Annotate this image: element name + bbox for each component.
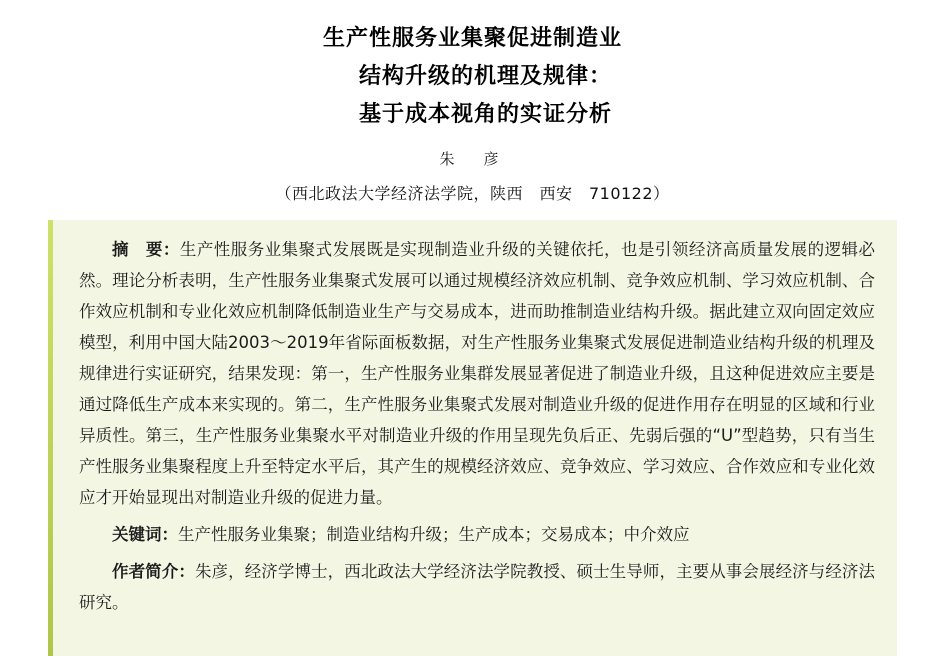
author-bio-text: 朱彦，经济学博士，西北政法大学经济法学院教授、硕士生导师，主要从事会展经济与经济法研究。 [79, 562, 876, 612]
keywords-label: 关键词： [112, 525, 178, 544]
title-block [0, 0, 945, 204]
abstract-panel [48, 220, 897, 656]
abstract-paragraph [79, 234, 875, 513]
abstract-label: 摘 要： [112, 240, 180, 259]
keywords-text: 生产性服务业集聚；制造业结构升级；生产成本；交易成本；中介效应 [178, 525, 690, 544]
page-title-line-1: 生产性服务业集聚促进制造业 [322, 26, 622, 51]
author-affiliation: （西北政法大学经济法学院，陕西 西安 710122） [275, 184, 670, 203]
page-title-line-2: 结构升级的机理及规律： [358, 64, 612, 89]
author-bio-label: 作者简介： [112, 562, 195, 581]
author-bio-paragraph [79, 556, 875, 618]
abstract-text: 生产性服务业集聚式发展既是实现制造业升级的关键依托，也是引领经济高质量发展的逻辑必然。理论分析表明，生产性服务业集聚式发展可以通过规模经济效应机制、竞争效应机制、学习效应机制、合作效应机制和专业化效应机制降低制造业生产与交易成本，进而助推制造业结构升级。据此建立双向固定效应模型，利用中国大陆2003～2019年省际面板数据，对生产性服务业集聚式发展促进制造业结构升级的机理及规律进行实证研究，结果发现：第一，生产性服务业集群发展显著促进了制造业升级，且这种促进效应主要是通过降低生产成本来实现的。第二，生产性服务业集聚式发展对制造业升级的促进作用存在明显的区域和行业异质性。第三，生产性服务业集聚水平对制造业升级的作用呈现先负后正、先弱后强的“U”型趋势，只有当生产性服务业集聚程度上升至特定水平后，其产生的规模经济效应、竞争效应、学习效应、合作效应和专业化效应才开始显现出对制造业升级的促进力量。 [79, 240, 876, 507]
author-name: 朱 彦 [439, 150, 506, 168]
keywords-paragraph [79, 519, 875, 550]
page-title-line-3: 基于成本视角的实证分析 [358, 102, 612, 127]
